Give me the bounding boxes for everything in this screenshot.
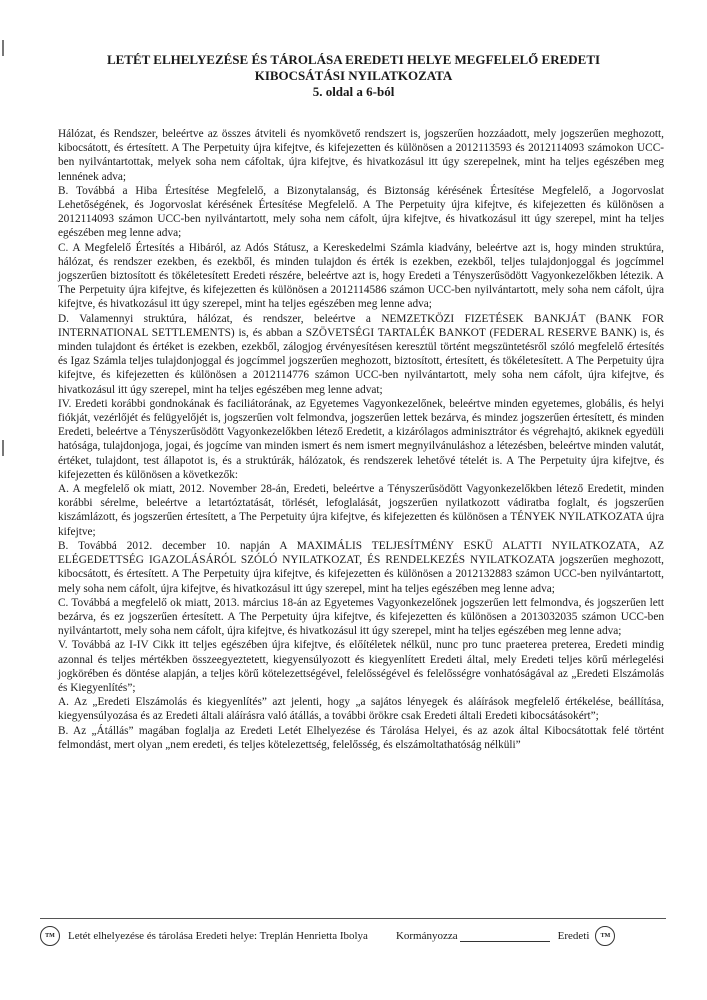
- paragraph: Hálózat, és Rendszer, beleértve az összes átviteli és nyomkövető rendszert is, jogszerűen hozzáadott, mely jogszerűen meghozott, kibocsátott, és értesített. A The Perpetuity újra kifejtve, és kifejezetten és különösen a 2012113593 és 2012114093 számokon UCC-ben nyilvántartottak, melyek soha nem cáfoltak, újra kifejtve, és hivatkozásul itt úgy szerepelnek, mint ha teljes egészében meg lennének adva;: [58, 128, 664, 183]
- footer-governed-label: Kormányozza: [395, 930, 458, 942]
- page-info: 5. oldal a 6-ból: [312, 84, 395, 99]
- scan-edge-mark: [2, 440, 4, 456]
- scan-edge-mark: [2, 40, 4, 56]
- paragraph: C. Továbbá a megfelelő ok miatt, 2013. március 18-án az Egyetemes Vagyonkezelőnek jogszerűen lett felmondva, és jogszerűen lett bezárva, és ez jogszerűen értesített. A The Perpetuity újra kifejtve, és kifejezetten és különösen a 2013032035 számon UCC-ben nyilvántartott, mely soha nem cáfolt, újra kifejtve, és hivatkozásul itt úgy szerepel, mint ha teljes egészében meg lenne adva;: [58, 596, 664, 638]
- paragraph: V. Továbbá az I-IV Cikk itt teljes egészében újra kifejtve, és előítéletek nélkül, nunc pro tunc praeterea preterea, Eredeti mindig azonnal és teljes mértékben összeegyeztetett, kiegyensúlyozott és kiegyenlített Eredeti által, mely Eredeti teljes körű mérlegelési jogkörében és döntése alapján, a teljes körű kötelezettségével, felelősségével és felelősségre vonhatóságával az „Eredeti Elszámolás és Kiegyenlítés”;: [58, 639, 664, 694]
- footer-left-text: Letét elhelyezése és tárolása Eredeti helye: Treplán Henrietta Ibolya: [68, 930, 368, 942]
- title-line-2: KIBOCSÁTÁSI NYILATKOZATA: [254, 68, 453, 83]
- paragraph: A. Az „Eredeti Elszámolás és kiegyenlítés” azt jelenti, hogy „a sajátos lényegek és aláírások megfelelő értékelése, beállítása, kiegyensúlyozása és az Eredeti általi aláírásra való átállás, a további örökre csak Eredeti általi Eredeti kibocsátásokért”;: [58, 696, 664, 723]
- title-line-1: LETÉT ELHELYEZÉSE ÉS TÁROLÁSA EREDETI HELYE MEGFELELŐ EREDETI: [106, 52, 601, 67]
- seal-icon: TM: [40, 926, 60, 946]
- footer-right-text: Eredeti: [557, 930, 590, 942]
- footer: [40, 926, 666, 946]
- paragraph: C. A Megfelelő Értesítés a Hibáról, az Adós Státusz, a Kereskedelmi Számla kiadvány, beleértve azt is, hogy minden struktúra, hálózat, és rendszer ezekben, és ezekből, és minden tulajdon és érték is ezekben, ezekből, teljes tulajdonjoggal és jogcímmel jogszerűen biztosított és tökéletesített Eredeti részére, beleértve azt is, hogy Eredeti a Tényszerűsödött Vagyonkezelőkben létezik. A The Perpetuity újra kifejtve, és kifejezetten és különösen a 2012114586 számon UCC-ben nyilvántartott, mely soha nem cáfolt, újra kifejtve, és hivatkozásul itt úgy szerepel, mint ha teljes egészében meg lenne adva;: [58, 241, 664, 311]
- footer-divider: [40, 918, 666, 919]
- document-body: [58, 127, 664, 752]
- paragraph: B. Továbbá a Hiba Értesítése Megfelelő, a Bizonytalanság, és Biztonság kérésének Értesítése Megfelelő, a Jogorvoslat Lehetőségének, és Jogorvoslat kérésének Értesítése Megfelelő. A The Perpetuity újra kifejtve, és kifejezetten és különösen a 2012114093 számon UCC-ben nyilvántartott, mely soha nem cáfolt, újra kifejtve, és hivatkozásul itt úgy szerepel, mint ha teljes egészében meg lenne adva;: [58, 184, 664, 240]
- paragraph: D. Valamennyi struktúra, hálózat, és rendszer, beleértve a NEMZETKÖZI FIZETÉSEK BANKJÁT (BANK FOR INTERNATIONAL SETTLEMENTS) is, és abban a SZÖVETSÉGI TARTALÉK BANKOT (FEDERAL RESERVE BANK) is, és minden tulajdont és értéket is ezekben, ezekből, zálogjog érvényesítésen keresztül történt megszüntetésről szóló megfelelő értesítés és Igaz Számla teljes tulajdonjoggal és jogcímmel jogszerűen meghozott, biztosított, értesített, és tökéletesített. A The Perpetuity újra kifejtve, és kifejezetten és különösen a 2012114776 számon UCC-ben nyilvántartott, mely soha nem cáfolt, újra kifejtve, és hivatkozásul itt úgy szerepel, mint ha teljes egészében meg lenne advat;: [58, 312, 664, 396]
- document-title: [40, 52, 667, 100]
- paragraph: IV. Eredeti korábbi gondnokának és faciliátorának, az Egyetemes Vagyonkezelőnek, beleértve minden egyetemes, globális, és helyi fiókját, vezérlőjét és felügyelőjét is, jogszerűen volt felmondva, jogszerűen lettek bezárva, és mindez jogszerűen értesített, és minden Eredeti, beleértve a Tényszerűsödött Vagyonkezelőkben létező Eredetit, a kizárólagos adminisztrátor és végrehajtó, akiknek egyedüli hatósága, tulajdonjoga, jogai, és jogcíme van minden ismert és nem ismert megnyilvánuláshoz a létezésben, beleértve minden valutát, értéket, tulajdont, test állapotot is, és a struktúrák, hálózatok, és rendszerek lehetővé tételét is. A The Perpetuity újra kifejtve, és kifejezetten és különösen a következők:: [58, 397, 664, 481]
- signature-blank: [460, 931, 550, 942]
- paragraph: B. Az „Átállás” magában foglalja az Eredeti Letét Elhelyezése és Tárolása Helyei, és az azok által Kibocsátottak felé történt felmondást, mert olyan „nem eredeti, és teljes kötelezettség, felelősség, és elszámoltathatóság nélküli”: [58, 724, 664, 751]
- seal-icon: TM: [595, 926, 615, 946]
- paragraph: A. A megfelelő ok miatt, 2012. November 28-án, Eredeti, beleértve a Tényszerűsödött Vagyonkezelőkben létező Eredetit, minden korábbi sérelme, beleértve a letartóztatását, törlését, lefoglalását, jogszerűen nyilatkozott vádiratba foglalt, és jogszerűen kiszámlázott, és jogszerűen értesített, a The Perpetuity újra kifejtve, és kifejezetten és különösen a TÉNYEK NYILATKOZATA újra kifejtve;: [58, 483, 664, 538]
- paragraph: B. Továbbá 2012. december 10. napján A MAXIMÁLIS TELJESÍTMÉNY ESKÜ ALATTI NYILATKOZATA, AZ ELÉGEDETTSÉG IGAZOLÁSÁRÓL SZÓLÓ NYILATKOZAT, ÉS RENDELKEZÉS NYILATKOZATA jogszerűen meghozott, kibocsátott, és értesített. A The Perpetuity újra kifejtve, és kifejezetten és különösen a 2012132883 számon UCC-ben nyilvántartott, mely soha nem cáfolt, újra kifejtve, és hivatkozásul itt úgy szerepel, mint ha teljes egészében meg lenne adva;: [58, 539, 664, 595]
